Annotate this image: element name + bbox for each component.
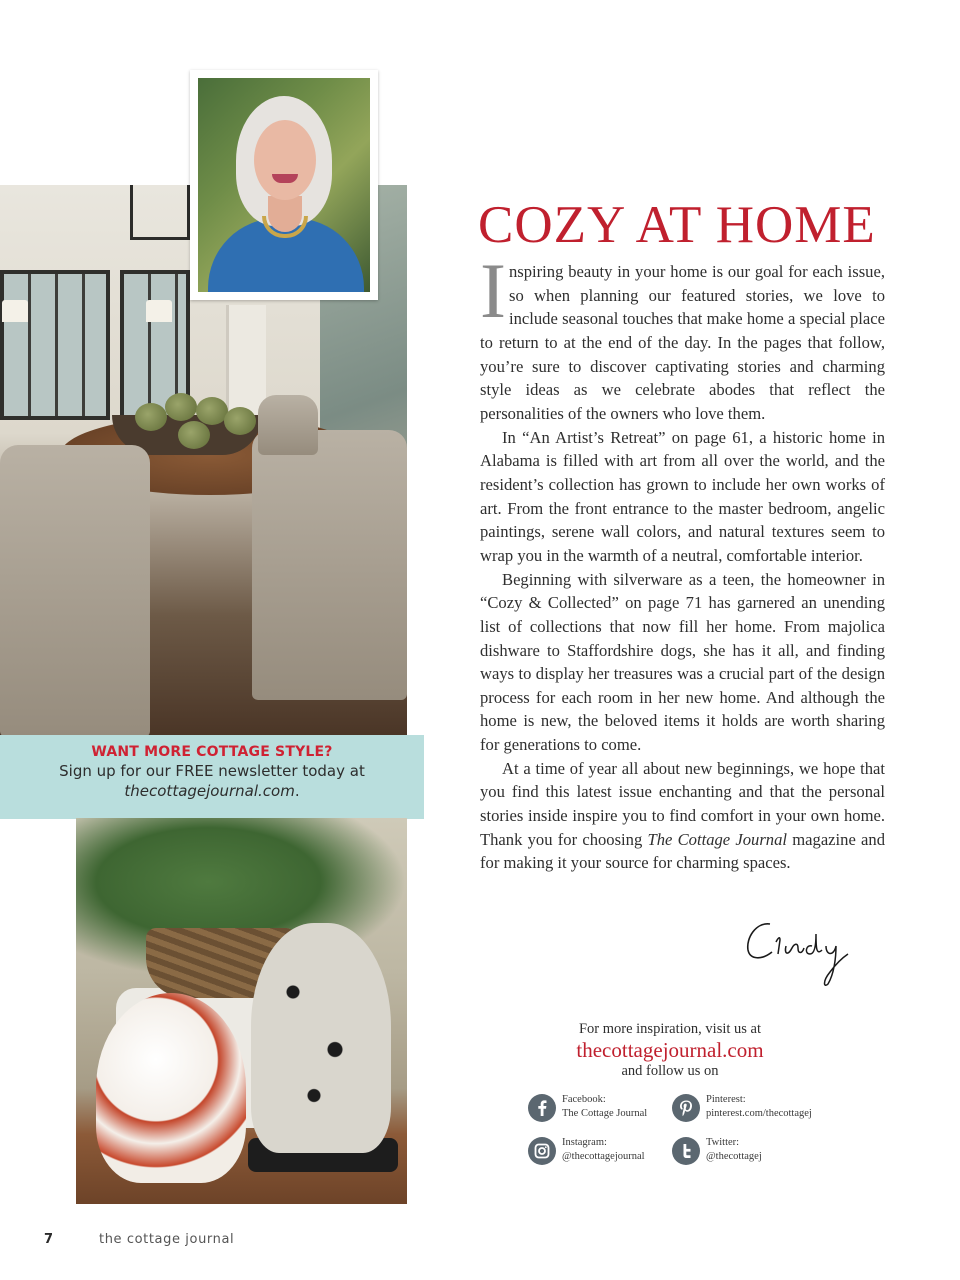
social-label: Pinterest:	[706, 1094, 746, 1105]
social-twitter[interactable]	[672, 1135, 832, 1169]
facebook-icon[interactable]	[528, 1094, 556, 1122]
letter-paragraph: Beginning with silverware as a teen, the homeowner in “Cozy & Collected” on page 71 has garnered an unending list of collections that now fill her home. From majolica dishware to Staffordshire dogs, she has it all, and finding ways to display her treasures was a crucial part of the design process for each room in her new home. And although the home is new, the beloved items it holds are worth sharing for generations to come.	[480, 569, 885, 755]
social-instagram[interactable]	[528, 1135, 688, 1169]
newsletter-line: Sign up for our FREE newsletter today at	[59, 762, 365, 780]
paragraph-text: magazine and for making it your source for charming spaces.	[480, 829, 886, 873]
newsletter-link-period: .	[294, 782, 300, 800]
social-handle[interactable]: @thecottagej	[706, 1151, 762, 1162]
social-handle[interactable]: The Cottage Journal	[562, 1108, 648, 1119]
letter-paragraph	[480, 247, 885, 426]
instagram-icon[interactable]	[528, 1137, 556, 1165]
letter-paragraph	[480, 757, 885, 875]
slipcover-chair-right	[252, 430, 407, 700]
moss-ball	[224, 407, 256, 435]
newsletter-heading: WANT MORE COTTAGE STYLE?	[91, 744, 333, 760]
social-pinterest[interactable]	[672, 1092, 832, 1126]
website-link[interactable]: thecottagejournal.com	[576, 1038, 764, 1062]
social-block	[500, 1020, 840, 1080]
page-number: 7	[44, 1232, 54, 1247]
newsletter-link[interactable]: thecottagejournal.com	[124, 782, 295, 800]
editor-portrait	[198, 78, 370, 292]
follow-text: and follow us on	[621, 1063, 719, 1079]
social-label: Instagram:	[562, 1137, 607, 1148]
social-label: Facebook:	[562, 1094, 606, 1105]
social-label: Twitter:	[706, 1137, 740, 1148]
editor-signature	[742, 912, 852, 992]
newsletter-banner[interactable]	[0, 735, 424, 819]
paragraph-text: At a time of year all about new beginnings, we hope that you find this latest issue enchanting and that the personal stories inside inspire you to find comfort in your own home. Thank you for choosing	[480, 758, 885, 849]
lamp-right	[146, 300, 172, 322]
page-title: COZY AT HOME	[478, 196, 876, 254]
lantern-fixture	[130, 185, 190, 240]
portrait-face	[254, 120, 316, 200]
letter-body	[480, 247, 886, 875]
footer-brand: the cottage journal	[99, 1232, 235, 1247]
moss-ball	[165, 393, 197, 421]
social-handle[interactable]: pinterest.com/thecottagej	[706, 1108, 812, 1119]
social-facebook[interactable]	[528, 1092, 688, 1126]
dalmatian-figurine	[251, 923, 391, 1153]
paragraph-text: nspiring beauty in your home is our goal for each issue, so when planning our featured stories, we love to include seasonal touches that make home a special place to return to at the end of the day. In the pages that follow, you’re sure to discover captivating stories and charming style ideas as we celebrate abodes that reflect the personalities of the owners who love them.	[480, 262, 885, 423]
social-lead: For more inspiration, visit us at	[578, 1021, 762, 1037]
slipcover-chair-back	[258, 395, 318, 455]
letter-paragraph: In “An Artist’s Retreat” on page 61, a historic home in Alabama is filled with art from all over the world, and the resident’s collection has grown to include her own works of art. From the front entrance to the master bedroom, angelic paintings, serene wall colors, and natural textures seem to wrap you in the warmth of a neutral, comfortable interior.	[480, 427, 885, 565]
drop-cap: I	[480, 247, 506, 334]
lamp-left	[2, 300, 28, 322]
magazine-name: The Cottage Journal	[647, 829, 788, 849]
moss-ball	[135, 403, 167, 431]
twitter-icon[interactable]	[672, 1137, 700, 1165]
window-left	[0, 270, 110, 420]
slipcover-chair-left	[0, 445, 150, 737]
moss-ball	[178, 421, 210, 449]
social-handle[interactable]: @thecottagejournal	[562, 1151, 645, 1162]
staffordshire-dogs-photo	[76, 818, 407, 1204]
red-staffordshire-dog	[96, 993, 246, 1183]
editor-portrait-frame	[190, 70, 378, 300]
pinterest-icon[interactable]	[672, 1094, 700, 1122]
